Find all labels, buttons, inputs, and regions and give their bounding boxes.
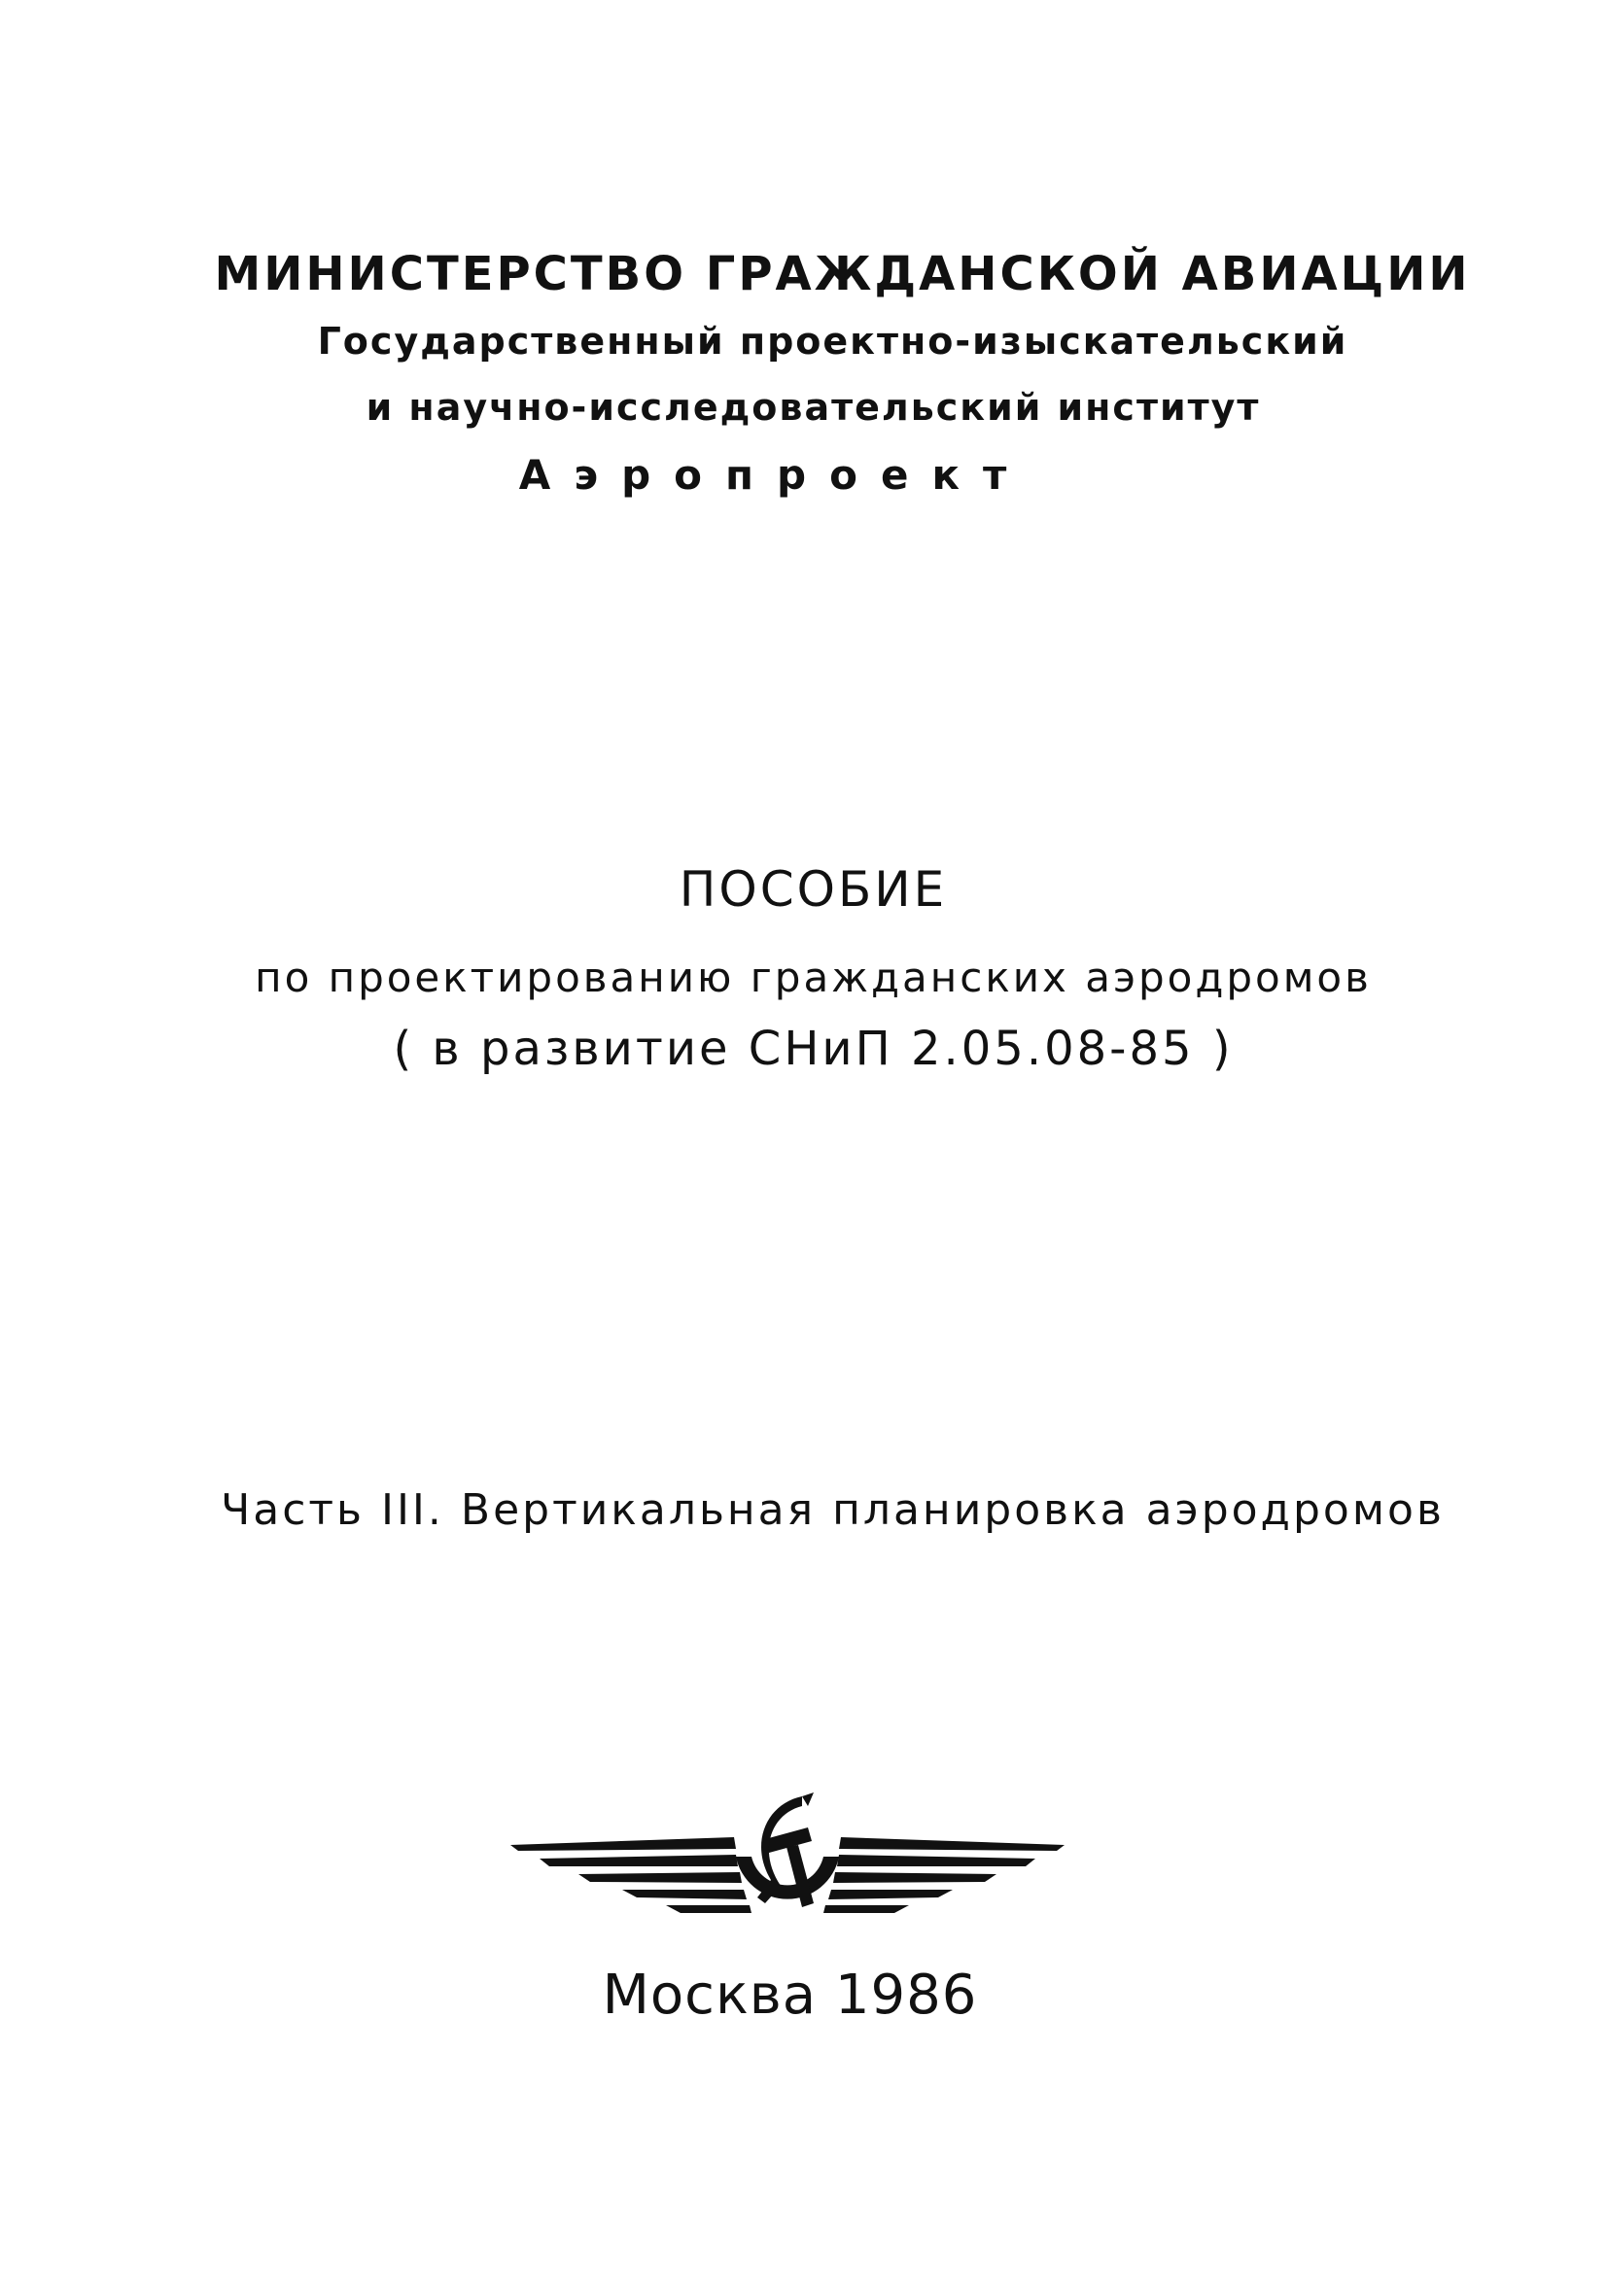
- institute-name-line-2: и научно-исследовательский институт: [366, 386, 1261, 429]
- document-basis: ( в развитие СНиП 2.05.08-85 ): [393, 1022, 1234, 1076]
- document-part: Часть III. Вертикальная планировка аэродромов: [221, 1485, 1445, 1535]
- document-subtitle: по проектированию гражданских аэродромов: [255, 954, 1372, 1001]
- organization-name: Аэропроект: [518, 451, 1031, 499]
- publication-city-year: Москва 1986: [602, 1964, 978, 2027]
- document-title: ПОСОБИЕ: [679, 861, 948, 918]
- ministry-name: МИНИСТЕРСТВО ГРАЖДАНСКОЙ АВИАЦИИ: [214, 247, 1471, 301]
- winged-hammer-sickle-emblem-icon: [510, 1789, 1065, 1934]
- institute-name-line-1: Государственный проектно-изыскательский: [317, 320, 1348, 363]
